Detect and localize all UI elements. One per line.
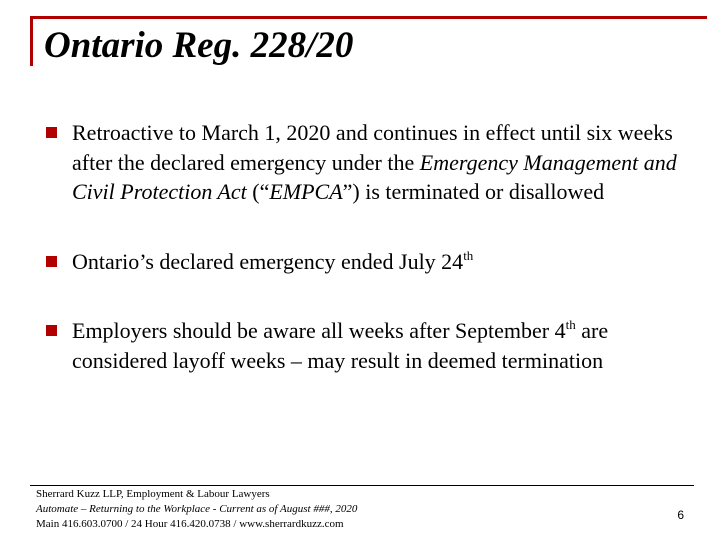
bullet-list xyxy=(46,118,686,375)
act-name: Emergency Management and Civil Protection Act xyxy=(72,149,677,204)
square-bullet-icon xyxy=(46,256,57,267)
footer-contact: Main 416.603.0700 / 24 Hour 416.420.0738 / www.sherrardkuzz.com xyxy=(36,518,344,530)
footer-rule xyxy=(30,485,694,486)
bullet-item xyxy=(46,316,686,375)
bullet-item xyxy=(46,247,686,277)
act-abbreviation: EMPCA xyxy=(269,179,343,204)
bullet-item xyxy=(46,118,686,207)
bullet-text: Employers should be aware all weeks after September 4 xyxy=(72,318,566,343)
bullet-text: are considered layoff weeks – may result in deemed termination xyxy=(72,318,609,373)
bullet-text: Ontario’s declared emergency ended July 24 xyxy=(72,248,464,274)
footer-presentation: Automate – Returning to the Workplace - Current as of August ###, 2020 xyxy=(36,503,358,515)
frame-left-rule xyxy=(30,16,33,66)
frame-top-rule xyxy=(30,16,707,19)
ordinal-suffix: th xyxy=(565,317,576,332)
page-number: 6 xyxy=(677,508,684,522)
square-bullet-icon xyxy=(46,127,57,138)
footer xyxy=(36,487,357,532)
slide-title: Ontario Reg. 228/20 xyxy=(44,25,354,66)
ordinal-suffix: th xyxy=(463,247,474,263)
bullet-text: ”) is terminated or disallowed xyxy=(342,179,605,204)
bullet-text: Retroactive to March 1, 2020 and continues in effect until six weeks after the declared emergency under the xyxy=(72,120,673,175)
bullet-text: (“ xyxy=(246,179,270,204)
square-bullet-icon xyxy=(46,325,57,336)
footer-firm: Sherrard Kuzz LLP, Employment & Labour Lawyers xyxy=(36,488,270,500)
